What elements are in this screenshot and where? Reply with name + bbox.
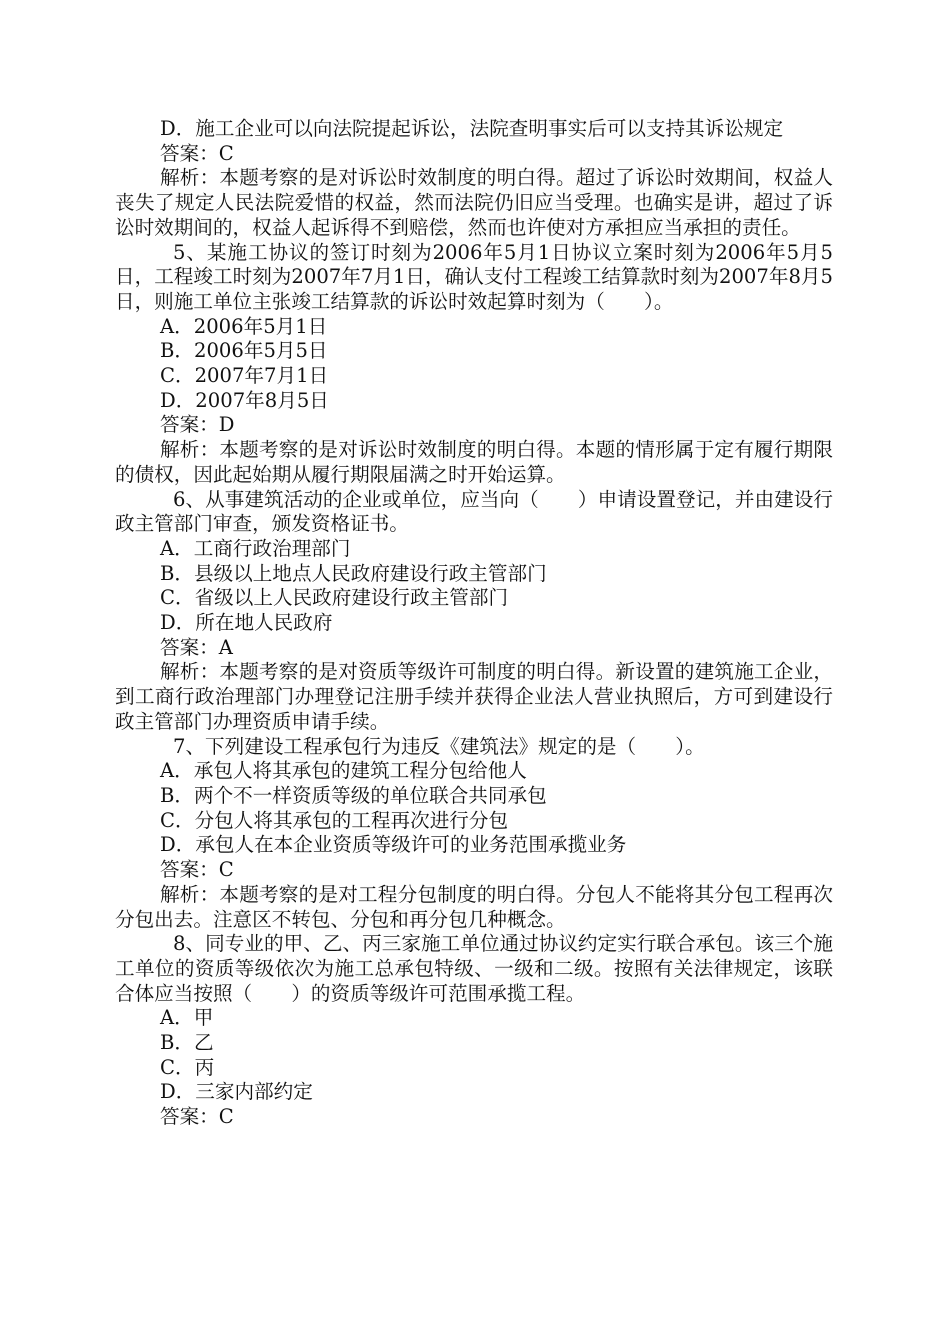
option-text: D．承包人在本企业资质等级许可的业务范围承揽业务	[160, 833, 627, 857]
option-text: A．承包人将其承包的建筑工程分包给他人	[160, 759, 527, 783]
option-text: A．工商行政治理部门	[160, 536, 351, 560]
option-text: A．甲	[160, 1006, 214, 1030]
explanation-paragraph: 解析：本题考察的是对工程分包制度的明白得。分包人不能将其分包工程再次分包出去。注意区不转包、分包和再分包几种概念。	[115, 882, 833, 931]
explanation-paragraph: 解析：本题考察的是对诉讼时效制度的明白得。超过了诉讼时效期间，权益人丧失了规定人民法院爱惜的权益，然而法院仍旧应当受理。也确实是讲，超过了诉讼时效期间的，权益人起诉得不到赔偿，然而也许使对方承担应当承担的责任。	[115, 166, 833, 239]
answer-line: 答案：C	[160, 141, 234, 165]
option-text: B．县级以上地点人民政府建设行政主管部门	[160, 561, 547, 585]
option-text: D．2007年8月5日	[160, 388, 329, 412]
option-text: C．丙	[160, 1055, 215, 1079]
document-page	[115, 117, 833, 1130]
answer-line: 答案：C	[160, 858, 234, 882]
question-6: 6、从事建筑活动的企业或单位，应当向（ ）申请设置登记，并由建设行政主管部门审查，颁发资格证书。	[115, 487, 833, 536]
option-text: A．2006年5月1日	[160, 314, 328, 338]
explanation-paragraph: 解析：本题考察的是对资质等级许可制度的明白得。新设置的建筑施工企业，到工商行政治理部门办理登记注册手续并获得企业法人营业执照后，方可到建设行政主管部门办理资质申请手续。	[115, 660, 833, 733]
option-text: C．省级以上人民政府建设行政主管部门	[160, 586, 509, 610]
question-7: 7、下列建设工程承包行为违反《建筑法》规定的是（ ）。	[173, 734, 705, 758]
answer-line: 答案：A	[160, 635, 233, 659]
question-8: 8、同专业的甲、乙、丙三家施工单位通过协议约定实行联合承包。该三个施工单位的资质等级依次为施工总承包特级、一级和二级。按照有关法律规定，该联合体应当按照（ ）的资质等级许可范围承揽工程。	[115, 932, 833, 1005]
question-5: 5、某施工协议的签订时刻为2006年5月1日协议立案时刻为2006年5月5日，工程竣工时刻为2007年7月1日，确认支付工程竣工结算款时刻为2007年8月5日，则施工单位主张竣工结算款的诉讼时效起算时刻为（ ）。	[115, 240, 833, 313]
explanation-paragraph: 解析：本题考察的是对诉讼时效制度的明白得。本题的情形属于定有履行期限的债权，因此起始期从履行期限届满之时开始运算。	[115, 438, 833, 486]
option-text: B．乙	[160, 1031, 214, 1055]
answer-line: 答案：D	[160, 413, 235, 437]
option-text: B．两个不一样资质等级的单位联合共同承包	[160, 783, 547, 807]
answer-line: 答案：C	[160, 1105, 234, 1129]
option-text: D．所在地人民政府	[160, 611, 333, 635]
option-text: C．分包人将其承包的工程再次进行分包	[160, 808, 509, 832]
option-text: D．施工企业可以向法院提起诉讼，法院查明事实后可以支持其诉讼规定	[160, 117, 784, 140]
option-text: D．三家内部约定	[160, 1080, 313, 1104]
option-text: C．2007年7月1日	[160, 364, 329, 388]
option-text: B．2006年5月5日	[160, 339, 328, 363]
